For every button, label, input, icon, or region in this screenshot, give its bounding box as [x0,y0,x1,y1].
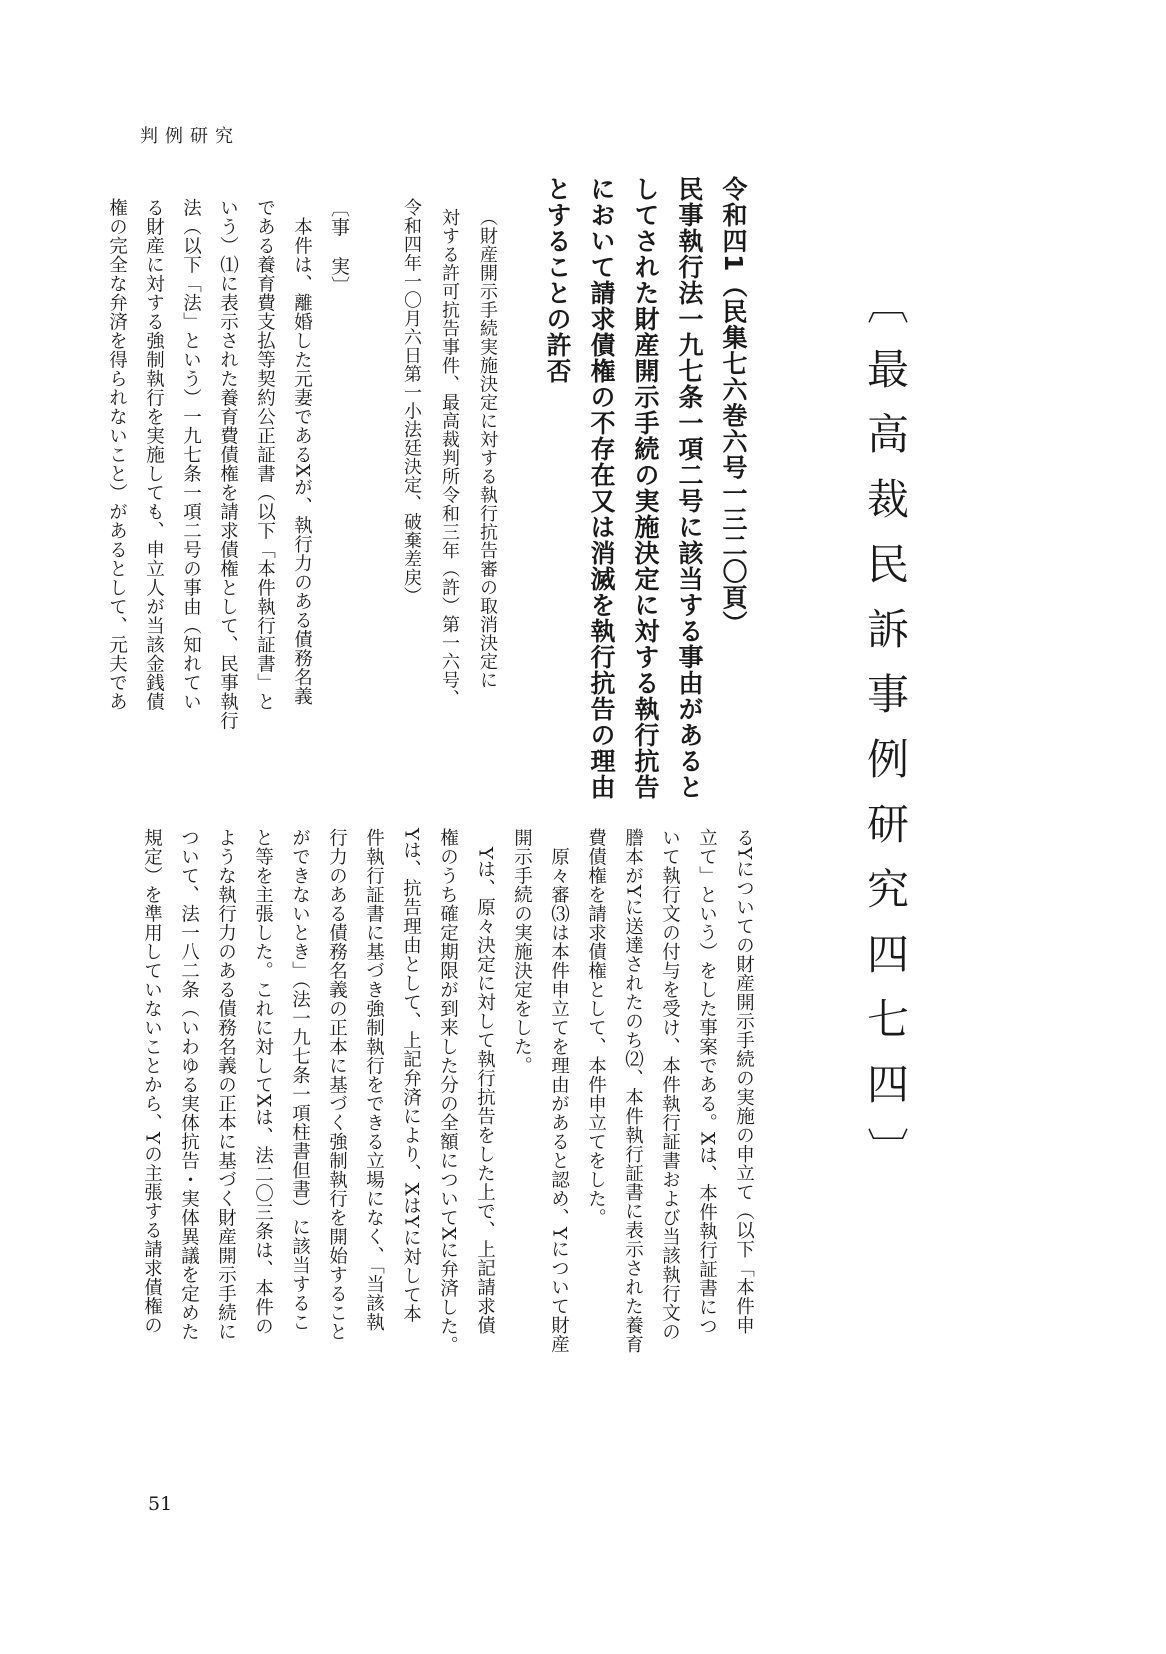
body-line: 謄本がYに送達されたのち⑵、本件執行証書に表示された養育 [622,828,644,1354]
body-line: 法（以下「法」という）一九七条一項二号の事由（知れてい [180,198,202,711]
page-number: 51 [148,1493,173,1515]
body-line: いて執行文の付与を受け、本件執行証書および当該執行文の [659,828,681,1341]
body-line: いう）⑴に表示された養育費債権を請求債権として、民事執行 [217,198,239,730]
body-line: 件執行証書に基づき強制執行をできる立場になく、「当該執 [363,828,385,1332]
section-heading-facts: 〔事 実〕 [328,198,350,296]
body-line: ような執行力のある債務名義の正本に基づく財産開示手続に [215,828,237,1341]
body-line: 権のうち確定期限が到来した分の全額についてXに弁済した。 [437,828,459,1355]
body-line: 開示手続の実施決定をした。 [511,828,533,1075]
body-line: 権の完全な弁済を得られないこと）があるとして、元夫であ [106,198,128,711]
body-line: る財産に対する強制執行を実施しても、申立人が当該金銭債 [143,198,165,711]
body-line: 原々審⑶は本件申立てを理由があると認め、Yについて財産 [548,828,570,1354]
body-line: である養育費支払等契約公正証書（以下「本件執行証書」と [254,198,276,711]
case-title-line: 令和四1（民集七六巻六号一三二〇頁） [719,176,748,637]
body-line: 立て」という）をした事案である。Xは、本件執行証書につ [696,828,718,1336]
case-title-line: において請求債権の不存在又は消滅を執行抗告の理由 [587,176,616,800]
body-line: 規定）を準用していないことから、Yの主張する請求債権の [141,828,163,1335]
case-subtitle-line: （財産開示手続実施決定に対する執行抗告審の取消決定に [477,208,498,689]
case-subtitle-line: 令和四年一〇月六日第一小法廷決定、破棄差戻） [401,198,422,605]
body-line: 本件は、離婚した元妻であるXが、執行力のある債務名義 [291,198,313,706]
body-line: ついて、法一八二条（いわゆる実体抗告・実体異議を定めた [178,828,200,1341]
body-line: Yは、抗告理由として、上記弁済により、XはYに対して本 [400,828,422,1324]
body-line: Yは、原々決定に対して執行抗告をした上で、上記請求債 [474,828,496,1335]
case-title-line: してされた財産開示手続の実施決定に対する執行抗告 [631,176,660,800]
body-line: と等を主張した。これに対してXは、法二〇三条は、本件の [252,828,274,1336]
body-line: 行力のある債務名義の正本に基づく強制執行を開始すること [326,828,348,1341]
running-head: 判例研究 [140,126,240,147]
series-title: 〔最高裁民訴事例研究四七四〕 [861,282,910,1192]
body-line: 費債権を請求債権として、本件申立てをした。 [585,828,607,1227]
body-line: ができないとき」（法一九七条一項柱書但書）に該当するこ [289,828,311,1332]
case-title-line: 民事執行法一九七条一項二号に該当する事由があると [675,176,704,800]
case-subtitle-line: 対する許可抗告事件、最高裁判所令和三年（許）第一六号、 [439,208,460,708]
body-line: るYについての財産開示手続の実施の申立て（以下「本件申 [733,828,755,1335]
case-title-line: とすることの許否 [543,176,572,384]
